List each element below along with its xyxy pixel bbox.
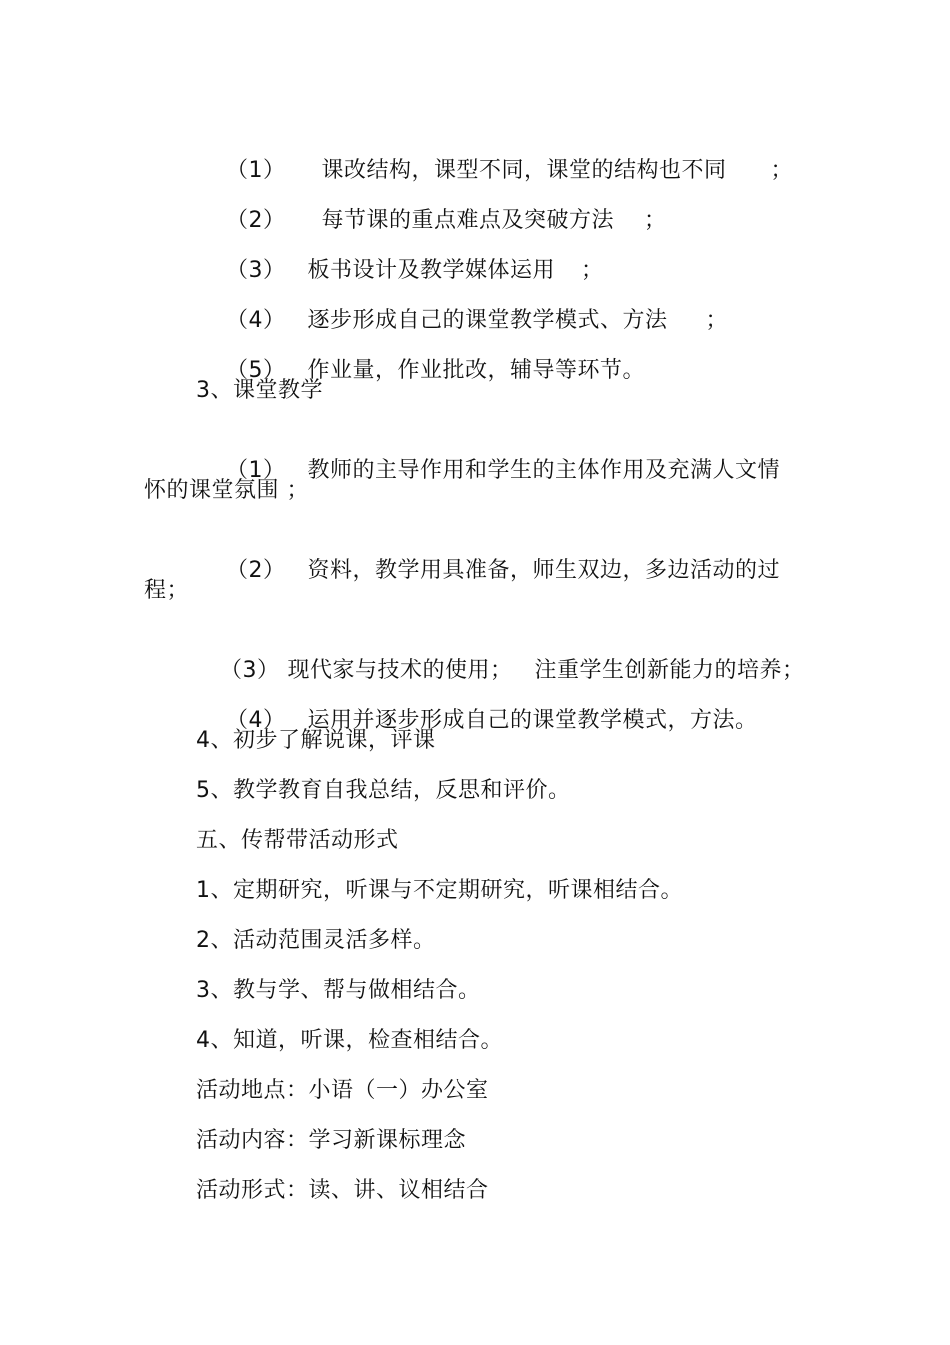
- list-item: 4、知道，听课，检查相结合。: [196, 1028, 503, 1053]
- item-number: （2）: [225, 208, 286, 233]
- activity-format: 活动形式：读、讲、议相结合: [196, 1178, 489, 1203]
- item-text: 现代家与技术的使用；: [287, 658, 513, 683]
- list-item: 2、活动范围灵活多样。: [196, 928, 436, 953]
- item-tail: ；: [705, 308, 729, 333]
- item-tail: ；: [770, 158, 794, 183]
- item-number: （1）: [225, 158, 286, 183]
- section-heading: 3、课堂教学: [196, 378, 323, 403]
- item-number: （4）: [225, 308, 286, 333]
- section-heading: 五、传帮带活动形式: [196, 828, 399, 853]
- list-item: 1、定期研究，听课与不定期研究，听课相结合。: [196, 878, 683, 903]
- paragraph-continuation: 程；: [144, 578, 190, 603]
- item-text: 每节课的重点难点及突破方法: [321, 208, 614, 233]
- paragraph-continuation: 怀的课堂氛围 ；: [144, 478, 309, 503]
- item-tail: ；: [644, 208, 667, 233]
- section-heading: 5、教学教育自我总结，反思和评价。: [196, 778, 571, 803]
- section-heading: 4、初步了解说课，评课: [196, 728, 436, 753]
- list-item: 3、教与学、帮与做相结合。: [196, 978, 481, 1003]
- activity-location: 活动地点：小语（一）办公室: [196, 1078, 489, 1103]
- activity-content: 活动内容：学习新课标理念: [196, 1128, 467, 1153]
- item-text: 教师的主导作用和学生的主体作用及充满人文情: [307, 458, 780, 483]
- item-number: （3）: [219, 658, 280, 683]
- item-text: 课改结构，课型不同，课堂的结构也不同: [321, 158, 727, 183]
- item-text: 板书设计及教学媒体运用: [307, 258, 555, 283]
- list-item: [196, 526, 780, 616]
- item-number: （4）: [225, 708, 286, 733]
- item-text: 资料，教学用具准备，师生双边，多边活动的过: [307, 558, 780, 583]
- item-number: （3）: [225, 258, 286, 283]
- item-text: 运用并逐步形成自己的课堂教学模式，方法。: [307, 708, 758, 733]
- item-number: （2）: [225, 558, 286, 583]
- item-number: （1）: [225, 458, 286, 483]
- item-number: （5）: [225, 358, 286, 383]
- item-text: 逐步形成自己的课堂教学模式、方法: [307, 308, 668, 333]
- item-tail: ；: [581, 258, 604, 283]
- item-tail: 注重学生创新能力的培养；: [534, 658, 805, 683]
- item-text: 作业量，作业批改，辅导等环节。: [307, 358, 645, 383]
